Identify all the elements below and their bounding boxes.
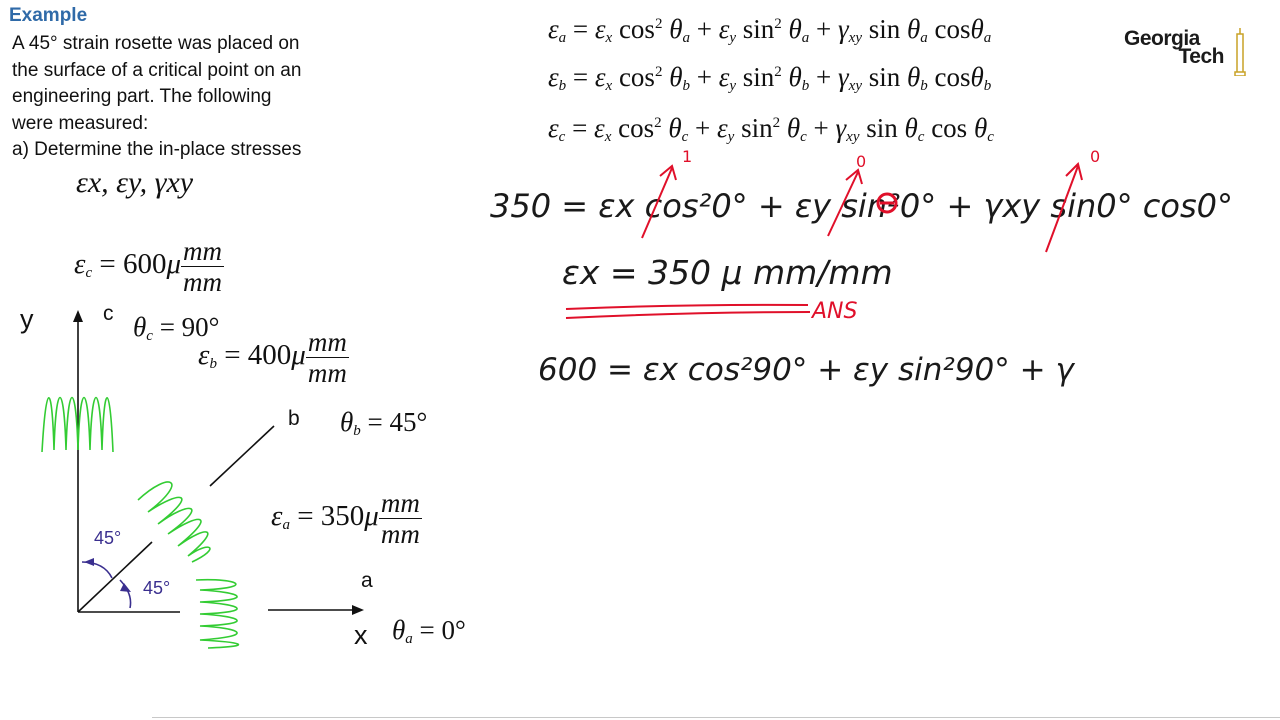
ans-label: ANS xyxy=(812,299,858,324)
slide-title: Example xyxy=(9,5,88,26)
cancel-note-1: 1 xyxy=(682,147,693,166)
theta-c-label: $\theta_c = 90^\circ$ xyxy=(133,312,220,344)
equation-c: $\varepsilon_c = \varepsilon_x$ $\cos^2 \theta_c + \varepsilon_y$ $\sin^2 \theta_c + \gamma_{xy}$ $\sin \theta_c$ $\cos \theta_c$ xyxy=(548,113,994,145)
unknowns-list: εx, εy, γxy xyxy=(76,166,194,199)
problem-line: engineering part. The following xyxy=(12,86,272,107)
y-axis-label: y xyxy=(20,304,34,334)
answer-underline xyxy=(566,305,810,318)
problem-line: a) Determine the in-place stresses xyxy=(12,139,302,160)
measurement-eps-a: $\varepsilon_a = 350\mu$ $\frac{mm}{mm}$ xyxy=(271,488,420,549)
angle-label-lower: 45° xyxy=(143,578,171,598)
gauge-a-label: a xyxy=(361,569,373,592)
x-axis-label: x xyxy=(354,620,368,650)
problem-line: the surface of a critical point on an xyxy=(12,59,302,81)
cancel-note-2: 0 xyxy=(856,152,867,171)
handwritten-line2: εx = 350 μ mm/mm xyxy=(562,253,893,292)
problem-line: were measured: xyxy=(12,112,149,134)
handwritten-line3: 600 = εx cos²90° + εy sin²90° + γ xyxy=(538,352,1074,388)
measurement-eps-b: $\varepsilon_b = 400\mu$ $\frac{mm}{mm}$ xyxy=(198,327,347,388)
logo-text: Georgia Tech xyxy=(1124,27,1224,68)
cancel-note-3: 0 xyxy=(1090,147,1101,166)
bottom-divider xyxy=(152,717,1280,718)
equation-a: $\varepsilon_a = \varepsilon_x$ $\cos^2 \theta_a + \varepsilon_y$ $\sin^2 \theta_a + \gamma_{xy}$ $\sin \theta_a$ cosθ$_a$ xyxy=(548,14,992,46)
gauge-b-label: b xyxy=(288,407,300,430)
handwritten-line1: 350 = εx cos²0° + εy sin²0° + γxy sin0° cos0° xyxy=(490,187,1233,225)
theta-a-label: $\theta_a = 0^\circ$ xyxy=(392,615,466,647)
gauge-c-label: c xyxy=(103,302,114,325)
equation-b: $\varepsilon_b = \varepsilon_x$ $\cos^2 \theta_b + \varepsilon_y$ $\sin^2 \theta_b + \gamma_{xy}$ $\sin \theta_b$ cosθ$_b$ xyxy=(548,62,992,94)
angle-label-upper: 45° xyxy=(94,528,122,548)
theta-b-label: $\theta_b = 45^\circ$ xyxy=(340,407,428,439)
problem-line: A 45° strain rosette was placed on xyxy=(12,33,300,54)
measurement-eps-c: $\varepsilon_c = 600\mu$ $\frac{mm}{mm}$ xyxy=(74,236,223,297)
